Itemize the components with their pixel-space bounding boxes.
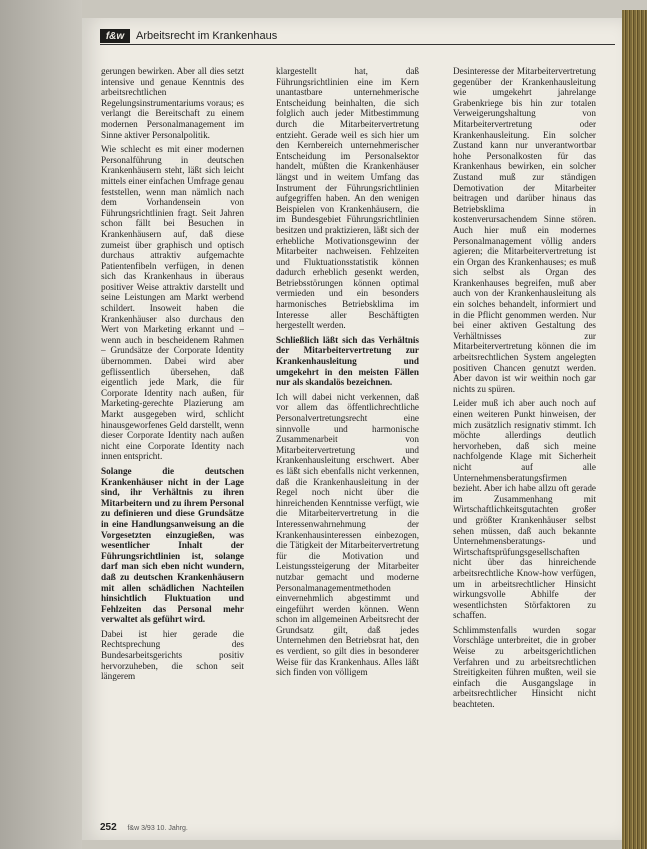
highlighted-paragraph: Solange die deutschen Krankenhäuser nicht in der Lage sind, ihr Verhältnis zu ihren Mitarbeitern und zu ihrem Personal zu definieren und diese Grundsätze in eine Handlungsanweisung an die Vorgesetzten einzugießen, was wesentlicher Inhalt der Führungsrichtlinien ist, solange darf man sich eben nicht wundern, daß zu deutschen Krankenhäusern mit allen schädlichen Nachteilen hinsichtlich Fluktuation und Fehlzeiten das Personal mehr verwaltet als geführt wird.: [101, 465, 244, 625]
journal-logo: f&w: [100, 29, 130, 43]
highlighted-paragraph: Schließlich läßt sich das Verhältnis der Mitarbeitervertretung zur Krankenhausleitung und umgekehrt in den meisten Fällen nur als skandalös bezeichnen.: [276, 334, 419, 388]
paragraph: Ich will dabei nicht verkennen, daß vor allem das öffentlichrechtliche Personalvertretungsrecht eine sinnvolle und harmonische Zusammenarbeit von Mitarbeitervertretung und Krankenhausleitung erschwert. Aber es läßt sich ebenfalls nicht verkennen, daß die Krankenhausleitung in der Regel noch nicht über die hinreichenden Kenntnisse verfügt, wie die Mitarbeitervertretung in die Interessenwahrnehmung der Krankenhausinteressen einbezogen, die Tätigkeit der Mitarbeitervertretung für die Motivation und Leistungssteigerung der Mitarbeiter nutzbar gemacht und moderne Personalmanagementmethoden einvernehmlich abgestimmt und eingeführt werden können. Wenn schon im allgemeinen Arbeitsrecht der Grundsatz gilt, daß jedes Unternehmen den Betriebsrat hat, den es verdient, so gilt dies in besonderer Weise für das Krankenhaus. Alles läßt sich finden von völligem: [276, 391, 419, 678]
paragraph: klargestellt hat, daß Führungsrichtlinien eine im Kern unantastbare unternehmerische Entscheidung beinhalten, die sich folglich auch jeder Mitbestimmung durch die Mitarbeitervertretung entzieht. Gerade weil es sich hier um den Kernbereich unternehmerischer Entscheidung im Personalsektor handelt, müßten die Krankenhäuser längst und in weitem Umfang das Instrument der Führungsrichtlinien aufgegriffen haben. An den wenigen Beispielen von Krankenhäusern, die im Bundesgebiet Führungsrichtlinien besitzen und praktizieren, läßt sich der erhebliche Motivationsgewinn der Mitarbeiter nachweisen. Fehlzeiten und Fluktuationsstatistik können dadurch erheblich gesenkt werden, Betriebsstörungen können optimal vermieden und ein besonders harmonisches Betriebsklima im Interesse aller Beschäftigten hergestellt werden.: [276, 66, 419, 331]
running-header: [100, 28, 615, 45]
paragraph: Wie schlecht es mit einer modernen Personalführung in deutschen Krankenhäusern steht, läßt sich leicht mittels einer einfachen Umfrage genau feststellen, wenn man nämlich nach dem Vorhandensein von Führungsrichtlinien fragt. Seit Jahren schon fällt bei Besuchen in Krankenhäusern auf, daß diese zumeist über graphisch und optisch durchaus attraktiv aufgemachte Patientenfibeln verfügen, in denen sich das Krankenhaus in überaus positiver Weise attraktiv darstellt und seine Leistungen am Markt werbend schildert. Insoweit haben die Krankenhäuser also durchaus den Wert von Marketing erkannt und – wenn auch in bescheidenem Rahmen – Grundsätze der Corporate Identity übernommen. Dabei wird aber geflissentlich übersehen, daß eigentlich jede Mark, die für Corporate Identity nach außen, für Marketing-gerechte Plazierung am Markt ausgegeben wird, schlicht hinausgeworfenes Geld darstellt, wenn dieser Corporate Identity nach außen nicht eine Corporate Identity nach innen entspricht.: [101, 144, 244, 462]
paragraph: gerungen bewirken. Aber all dies setzt intensive und genaue Kenntnis des arbeitsrechtlichen Regelungsinstrumentariums voraus; es verlangt die Bereitschaft zu einem modernen Personalmanagement im Sinne aktiver Personalpolitik.: [101, 66, 244, 140]
paragraph: Dabei ist hier gerade die Rechtsprechung des Bundesarbeitsgerichts positiv hervorzuheben, die schon seit längerem: [101, 628, 244, 682]
page-footer: [100, 822, 300, 833]
text-column-3: [453, 66, 596, 820]
text-column-2: [276, 66, 419, 820]
book-gutter: [0, 0, 82, 849]
page-edges: [622, 10, 647, 849]
page-number: 252: [100, 822, 117, 833]
paragraph: Desinteresse der Mitarbeitervertretung gegenüber der Krankenhausleitung wie umgekehrt jahrelange Grabenkriege bis hin zur totalen Verweigerungshaltung von Mitarbeitervertretung oder Krankenhausleitung. Ein solcher Zustand kann nur unverantwortbar hohe Personalkosten für das Krankenhaus bewirken, ein solcher Zustand muß zur ständigen Demotivation der Mitarbeiter beitragen und darüber hinaus das Betriebsklima in kostenverursachendem Sinne stören. Auch hier muß ein modernes Personalmanagement völlig anders agieren; die Mitarbeitervertretung ist ein Organ des Krankenhauses; es muß sich selbst als Organ des Krankenhauses begreifen, muß aber auch von der Krankenhausleitung als ein solches behandelt, informiert und in die Pflicht genommen werden. Nur bei einer aktiven Gestaltung des Verhältnisses zur Mitarbeitervertretung können die im arbeitsrechtlichen System angelegten positiven Chancen genutzt werden. Aber davon ist wir weithin noch gar nichts zu spüren.: [453, 66, 596, 394]
section-title: Arbeitsrecht im Krankenhaus: [136, 30, 278, 42]
source-line: f&w 3/93 10. Jahrg.: [127, 825, 188, 832]
text-column-1: [101, 66, 244, 820]
paragraph: Schlimmstenfalls wurden sogar Vorschläge unterbreitet, die in grober Weise zu arbeitsgerichtlichen Verfahren und zu arbeitsrechtlichen Streitigkeiten führen mußten, weil sie einfach die Ausgangslage in arbeitsrechtlicher Hinsicht nicht beachteten.: [453, 624, 596, 710]
paragraph: Leider muß ich aber auch noch auf einen weiteren Punkt hinweisen, der mich zusätzlich resignativ stimmt. Ich möchte allerdings deutlich hervorheben, daß sich meine nachfolgende Klage mit Sicherheit nicht auf alle Unternehmensberatungsfirmen bezieht. Aber ich habe allzu oft gerade im Zusammenhang mit Wirtschaftlichkeitsgutachten großer und größter Krankenhäuser selbst sehen müssen, daß auch bekannte Unternehmensberatungs- und Wirtschaftsprüfungsgesellschaften nicht über das hinreichende arbeitsrechtliche Know-how verfügen, um in arbeitsrechtlicher Hinsicht wirkungsvolle Abhilfe der wesentlichsten Störfaktoren zu schaffen.: [453, 398, 596, 621]
